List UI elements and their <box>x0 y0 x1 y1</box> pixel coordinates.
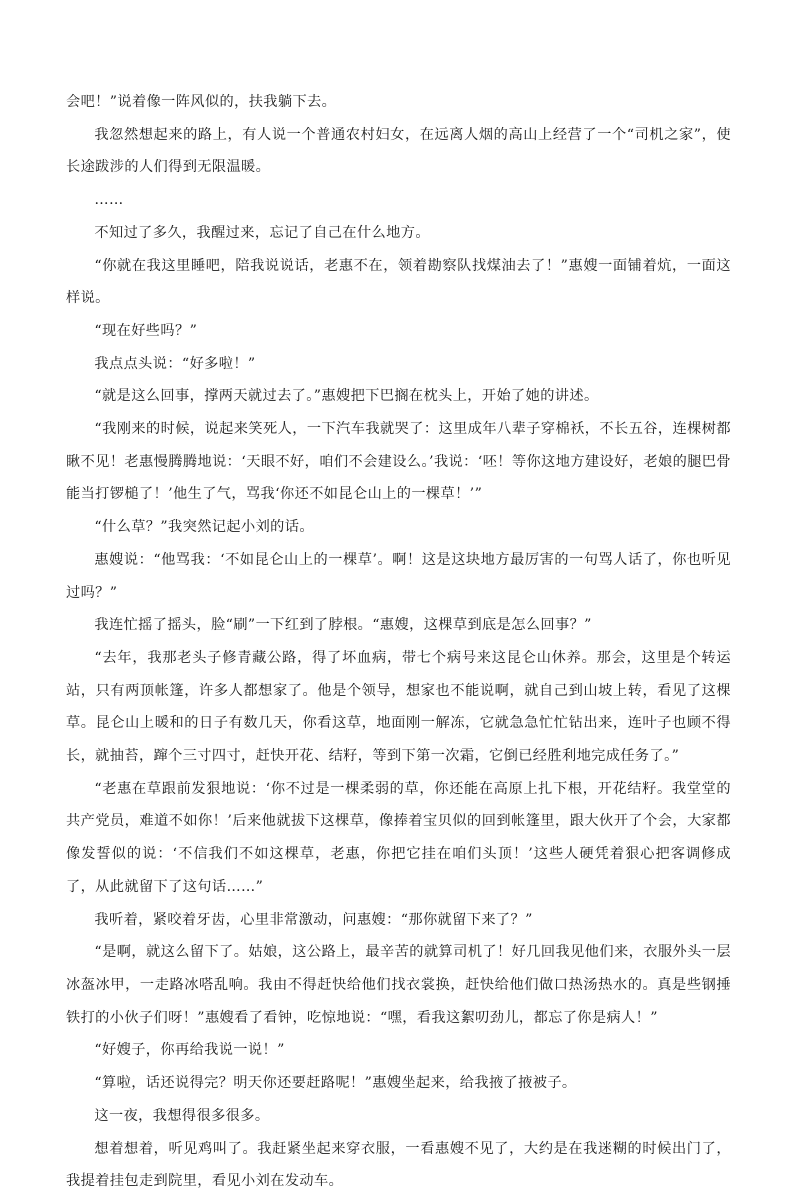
paragraph: 惠嫂说：“他骂我：‘不如昆仑山上的一棵草’。啊！这是这块地方最厉害的一句骂人话了，你也听见过吗？” <box>66 551 731 601</box>
paragraph: “你就在我这里睡吧，陪我说说话，老惠不在，领着勘察队找煤油去了！”惠嫂一面铺着炕，一面这样说。 <box>66 257 731 307</box>
paragraph: “好嫂子，你再给我说一说！” <box>94 1042 285 1059</box>
paragraph: “是啊，就这么留下了。姑娘，这公路上，最辛苦的就算司机了！好几回我见他们来，衣服外头一层冰盔冰甲，一走路冰嗒乱响。我由不得赶快给他们找衣裳换，赶快给他们做口热汤热水的。真是些钢捶铁打的小伙子们呀！”惠嫂看了看钟，吃惊地说：“嘿，看我这絮叨劲儿，都忘了你是病人！” <box>66 944 731 1026</box>
paragraph: “我刚来的时候，说起来笑死人，一下汽车我就哭了：这里成年八辈子穿棉袄，不长五谷，连棵树都瞅不见！老惠慢腾腾地说：‘天眼不好，咱们不会建设么。’我说：‘呸！等你这地方建设好，老娘的腿巴骨能当打锣槌了！’他生了气，骂我‘你还不如昆仑山上的一棵草！’” <box>66 421 731 503</box>
paragraph: 不知过了多久，我醒过来，忘记了自己在什么地方。 <box>94 224 430 241</box>
paragraph: 这一夜，我想得很多很多。 <box>94 1107 270 1124</box>
paragraph: 我听着，紧咬着牙齿，心里非常激动，问惠嫂：“那你就留下来了？” <box>94 911 533 928</box>
ellipsis-line: …… <box>94 192 124 209</box>
paragraph: “就是这么回事，撑两天就过去了。”惠嫂把下巴搁在枕头上，开始了她的讲述。 <box>94 388 599 405</box>
paragraph: 想着想着，听见鸡叫了。我赶紧坐起来穿衣服，一看惠嫂不见了，大约是在我迷糊的时候出门了，我提着挂包走到院里，看见小刘在发动车。 <box>66 1140 731 1190</box>
paragraph: “算啦，话还说得完？明天你还要赶路呢！”惠嫂坐起来，给我掖了掖被子。 <box>94 1075 577 1092</box>
paragraph: 我连忙摇了摇头，脸“刷”一下红到了脖根。“惠嫂，这棵草到底是怎么回事？” <box>94 617 592 634</box>
paragraph: “去年，我那老头子修青藏公路，得了坏血病，带七个病号来这昆仑山休养。那会，这里是个转运站，只有两顶帐篷，许多人都想家了。他是个领导，想家也不能说啊，就自己到山坡上转，看见了这棵草。昆仑山上暖和的日子有数几天，你看这草，地面刚一解冻，它就急急忙忙钻出来，连叶子也顾不得长，就抽苔，蹿个三寸四寸，赶快开花、结籽，等到下第一次霜，它倒已经胜利地完成任务了。” <box>66 649 731 765</box>
paragraph: “老惠在草跟前发狠地说：‘你不过是一棵柔弱的草，你还能在高原上扎下根，开花结籽。我堂堂的共产党员，难道不如你！’后来他就拔下这棵草，像捧着宝贝似的回到帐篷里，跟大伙开了个会，大家都像发誓似的说：‘不信我们不如这棵草，老惠，你把它挂在咱们头顶！’这些人硬凭着狠心把客调修成了，从此就留下了这句话……” <box>66 780 731 895</box>
paragraph: “现在好些吗？” <box>94 322 198 339</box>
paragraph: 会吧！”说着像一阵风似的，扶我躺下去。 <box>66 94 337 110</box>
paragraph: “什么草？”我突然记起小刘的话。 <box>94 519 314 536</box>
paragraph: 我点点头说：“好多啦！” <box>94 355 256 372</box>
body-text <box>66 86 731 1198</box>
paragraph: 我忽然想起来的路上，有人说一个普通农村妇女，在远离人烟的高山上经营了一个“司机之家”，使长途跋涉的人们得到无限温暖。 <box>66 126 731 176</box>
